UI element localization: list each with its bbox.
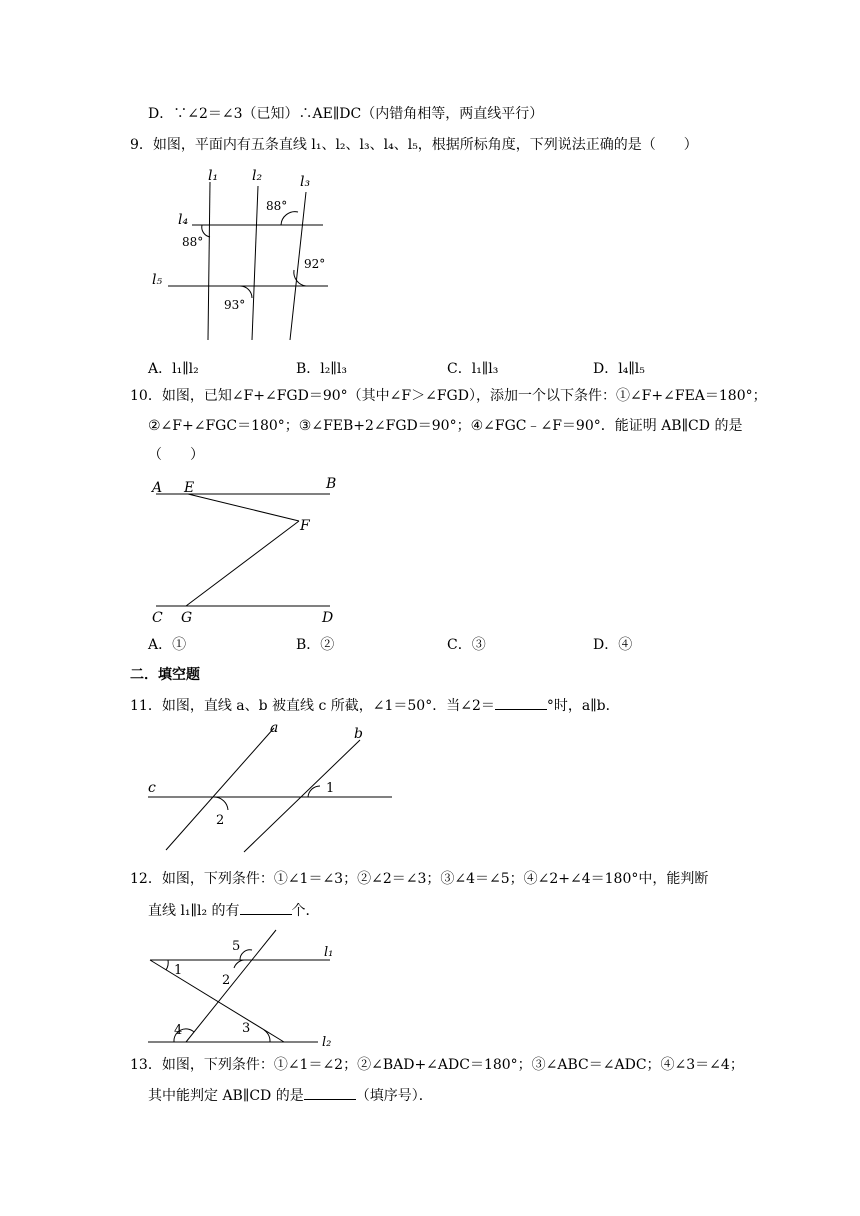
q13-stem-before: 其中能判定 AB∥CD 的是 bbox=[148, 1088, 304, 1104]
q10-figure bbox=[148, 474, 348, 630]
q10-option-d: D．④ bbox=[593, 637, 633, 653]
q9-figure bbox=[148, 164, 338, 344]
q12-arc-1 bbox=[166, 960, 168, 970]
q12-label-5: 5 bbox=[232, 939, 241, 954]
q12-stem-after: 个． bbox=[291, 903, 320, 919]
q12-arc-5 bbox=[240, 950, 252, 960]
q13-stem-line2 bbox=[148, 1085, 433, 1106]
q12-stem-before: 直线 l₁∥l₂ 的有 bbox=[148, 903, 240, 919]
q11-line-a bbox=[166, 728, 274, 850]
q13-stem-after: （填序号）． bbox=[355, 1088, 433, 1104]
q9-line-l2 bbox=[252, 186, 258, 340]
q11-label-c: c bbox=[148, 780, 156, 796]
q12-line-diagonal-2 bbox=[186, 930, 276, 1042]
q12-arc-2 bbox=[234, 960, 244, 968]
q9-arc-88-top bbox=[281, 212, 298, 225]
q11-label-1: 1 bbox=[326, 781, 335, 796]
q9-stem: 9．如图，平面内有五条直线 l₁、l₂、l₃、l₄、l₅，根据所标角度，下列说法正确的是（ ） bbox=[130, 137, 698, 153]
q12-figure bbox=[144, 926, 344, 1050]
q11-stem-before: 11．如图，直线 a、b 被直线 c 所截，∠1＝50°．当∠2＝ bbox=[130, 698, 495, 714]
q12-label-1: 1 bbox=[174, 963, 183, 978]
q8-option-d: D．∵∠2＝∠3（已知）∴AE∥DC（内错角相等，两直线平行） bbox=[148, 106, 544, 122]
q11-arc-1 bbox=[308, 786, 320, 797]
q10-label-d: D bbox=[322, 610, 334, 626]
q10-label-c: C bbox=[152, 610, 163, 626]
q9-angle-92: 92° bbox=[304, 257, 326, 271]
q12-label-2: 2 bbox=[222, 973, 231, 988]
q12-stem-line1: 12．如图，下列条件：①∠1＝∠3；②∠2＝∠3；③∠4＝∠5；④∠2+∠4＝180°中，能判断 bbox=[130, 871, 709, 887]
q10-label-a: A bbox=[152, 480, 163, 496]
q9-option-b: B．l₂∥l₃ bbox=[296, 361, 347, 377]
q13-stem-line1: 13．如图，下列条件：①∠1＝∠2；②∠BAD+∠ADC＝180°；③∠ABC＝∠ADC；④∠3＝∠4； bbox=[130, 1057, 744, 1073]
q9-option-d: D．l₄∥l₅ bbox=[593, 361, 645, 377]
q12-answer-blank[interactable] bbox=[240, 900, 292, 915]
q9-angle-88-top: 88° bbox=[266, 199, 288, 213]
q9-label-l5: l₅ bbox=[152, 272, 163, 288]
q11-stem-after: °时，a∥b． bbox=[546, 698, 620, 714]
q10-stem-line2: ②∠F+∠FGC＝180°；③∠FEB+2∠FGD＝90°；④∠FGC﹣∠F＝90°．能证明 AB∥CD 的是 bbox=[148, 418, 743, 434]
q9-angle-93: 93° bbox=[224, 298, 246, 312]
q9-angle-88-left: 88° bbox=[182, 235, 204, 249]
q10-label-g: G bbox=[181, 610, 193, 626]
q10-stem-line3: （ ） bbox=[148, 447, 204, 463]
q13-answer-blank[interactable] bbox=[304, 1085, 356, 1100]
q11-stem bbox=[130, 695, 620, 716]
q10-stem-line1: 10．如图，已知∠F+∠FGD＝90°（其中∠F＞∠FGD），添加一个以下条件：①∠F+∠FEA＝180°； bbox=[130, 388, 767, 404]
q11-figure bbox=[144, 720, 400, 858]
q10-label-e: E bbox=[184, 480, 195, 496]
q12-label-l1: l₁ bbox=[324, 945, 334, 960]
q9-label-l3: l₃ bbox=[300, 174, 311, 190]
q12-label-4: 4 bbox=[174, 1023, 183, 1038]
q12-label-3: 3 bbox=[242, 1021, 251, 1036]
section2-title: 二．填空题 bbox=[130, 667, 200, 683]
q10-line-ef bbox=[188, 494, 299, 521]
q9-label-l1: l₁ bbox=[208, 168, 219, 184]
q11-label-a: a bbox=[270, 720, 279, 736]
q9-arc-93 bbox=[240, 286, 252, 298]
q9-option-c: C．l₁∥l₃ bbox=[447, 361, 499, 377]
q10-option-c: C．③ bbox=[447, 637, 486, 653]
q9-label-l4: l₄ bbox=[178, 212, 189, 228]
q12-line-diagonal-1 bbox=[150, 960, 284, 1042]
q9-option-a: A．l₁∥l₂ bbox=[148, 361, 199, 377]
q10-label-f: F bbox=[300, 518, 310, 534]
q9-label-l2: l₂ bbox=[252, 168, 263, 184]
q10-option-a: A．① bbox=[148, 637, 187, 653]
q9-line-l1 bbox=[208, 182, 210, 340]
q11-label-b: b bbox=[354, 726, 363, 742]
q10-label-b: B bbox=[326, 476, 337, 492]
q11-label-2: 2 bbox=[216, 813, 225, 828]
q10-option-b: B．② bbox=[296, 637, 335, 653]
q11-arc-2 bbox=[214, 797, 228, 810]
q11-answer-blank[interactable] bbox=[495, 695, 547, 710]
q12-label-l2: l₂ bbox=[322, 1035, 332, 1050]
q11-line-b bbox=[244, 740, 360, 852]
q10-line-fg bbox=[186, 521, 299, 606]
q12-stem-line2 bbox=[148, 900, 320, 921]
